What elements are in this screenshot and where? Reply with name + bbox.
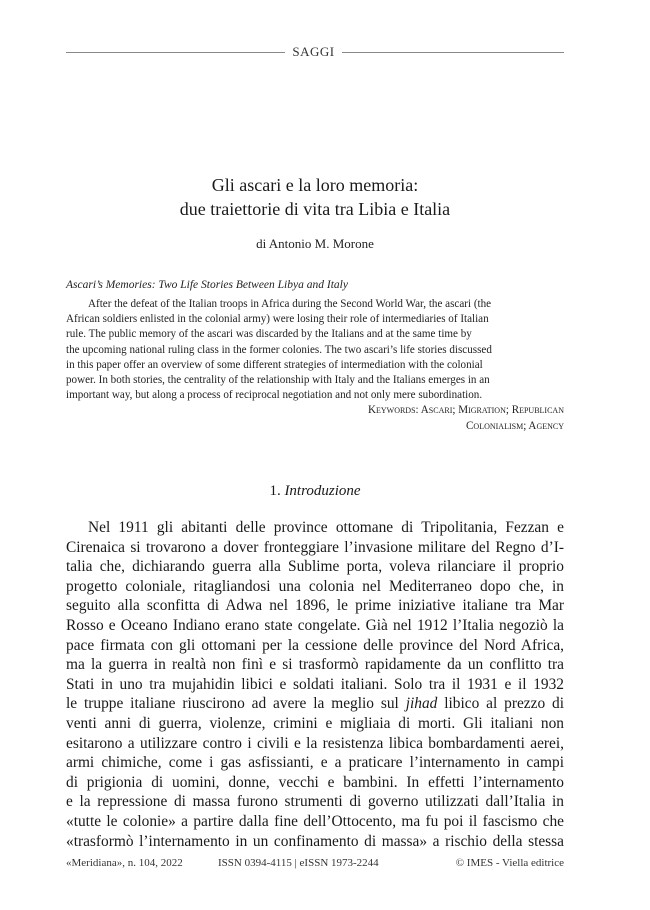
abstract-line: After the defeat of the Italian troops in Africa during the Second World War, the ascari (the	[88, 298, 492, 310]
header-rule-left	[66, 52, 285, 53]
body-line: esitarono a utilizzare contro i civili e la resistenza libica bombardamenti aerei,	[66, 734, 564, 752]
body-line: «trasformò l’internamento in un confinamento di massa» a rischio della stessa	[66, 832, 564, 850]
abstract-line: power. In both stories, the centrality of the relationship with Italy and the Italians emerges in an	[66, 374, 490, 387]
running-header	[66, 44, 564, 60]
body-line: di prigionia di uomini, donne, vecchi e bambini. In effetti l’internamento	[66, 773, 564, 791]
header-rule-right	[342, 52, 564, 53]
body-line: talia che, dichiarando guerra alla Sublime porta, voleva rilanciare il proprio	[66, 558, 564, 576]
body-text-span: libico al prezzo di	[437, 695, 565, 713]
body-line: Rosso e Oceano Indiano erano state congelate. Già nel 1912 l’Italia negoziò la	[66, 616, 564, 634]
title-line-2: due traiettorie di vita tra Libia e Italia	[179, 199, 451, 219]
body-line: progetto coloniale, ritagliandosi una colonia nel Mediterraneo dopo che, in	[66, 577, 564, 595]
abstract-line: African soldiers enlisted in the colonial army) were losing their role of intermediaries of Italian	[66, 313, 489, 326]
abstract-line: important way, but along a process of reciprocal negotiation and not only mere subordination.	[66, 389, 483, 402]
section-label: SAGGI	[292, 44, 335, 59]
body-line: seguito alla sconfitta di Adwa nel 1896, le prime iniziative italiane tra Mar	[66, 597, 564, 615]
body-line: Stati in uno tra mujahidin libici e soldati italiani. Solo tra il 1931 e il 1932	[66, 675, 564, 693]
body-line: pace firmata con gli ottomani per la cessione delle province del Nord Africa,	[66, 636, 564, 654]
body-line: Nel 1911 gli abitanti delle province ottomane di Tripolitania, Fezzan e	[88, 519, 564, 536]
abstract	[66, 297, 564, 434]
footer-issn: ISSN 0394-4115 | eISSN 1973-2244	[218, 857, 379, 869]
body-line: e la repressione di massa furono strumenti di governo utilizzati dall’Italia in	[66, 793, 564, 811]
body-text	[66, 518, 564, 851]
page-footer	[66, 857, 564, 873]
article-title	[66, 173, 564, 221]
section-number: 1.	[269, 483, 281, 499]
keywords-line-2: Colonialism; Agency	[466, 419, 564, 432]
body-line: Cirenaica si trovarono a dover fronteggiare l’invasione militare del Regno d’I-	[66, 538, 564, 556]
abstract-line: the upcoming national ruling class in the former colonies. The two ascari’s life stories discussed	[66, 343, 492, 356]
body-line	[66, 694, 564, 714]
author-byline: di Antonio M. Morone	[256, 236, 374, 251]
section-title: Introduzione	[284, 483, 361, 499]
body-line: armi chimiche, come i gas asfissianti, e a praticare l’internamento in campi	[66, 754, 564, 772]
body-line: venti anni di guerra, violenze, crimini e migliaia di morti. Gli italiani non	[66, 714, 564, 732]
body-line: ma la guerra in realtà non finì e si trasformò rapidamente da un conflitto tra	[66, 656, 564, 674]
footer-journal: «Meridiana», n. 104, 2022	[66, 857, 183, 869]
footer-publisher: © IMES - Viella editrice	[455, 857, 564, 869]
keywords-line-1: Keywords: Ascari; Migration; Republican	[367, 404, 564, 417]
body-line: «tutte le colonie» a partire dalla fine dell’Ottocento, ma fu poi il fascismo che	[66, 812, 564, 830]
body-italic-term: jihad	[405, 695, 438, 713]
section-heading	[66, 483, 564, 500]
abstract-line: in this paper offer an overview of some different strategies of intermediation with the colonial	[66, 358, 483, 371]
body-text-span: le truppe italiane riuscirono ad avere la meglio sul	[66, 695, 406, 713]
abstract-line: rule. The public memory of the ascari was discarded by the Italians and at the same time by	[66, 328, 472, 341]
abstract-title: Ascari’s Memories: Two Life Stories Between Libya and Italy	[66, 279, 348, 291]
title-line-1: Gli ascari e la loro memoria:	[211, 175, 419, 195]
